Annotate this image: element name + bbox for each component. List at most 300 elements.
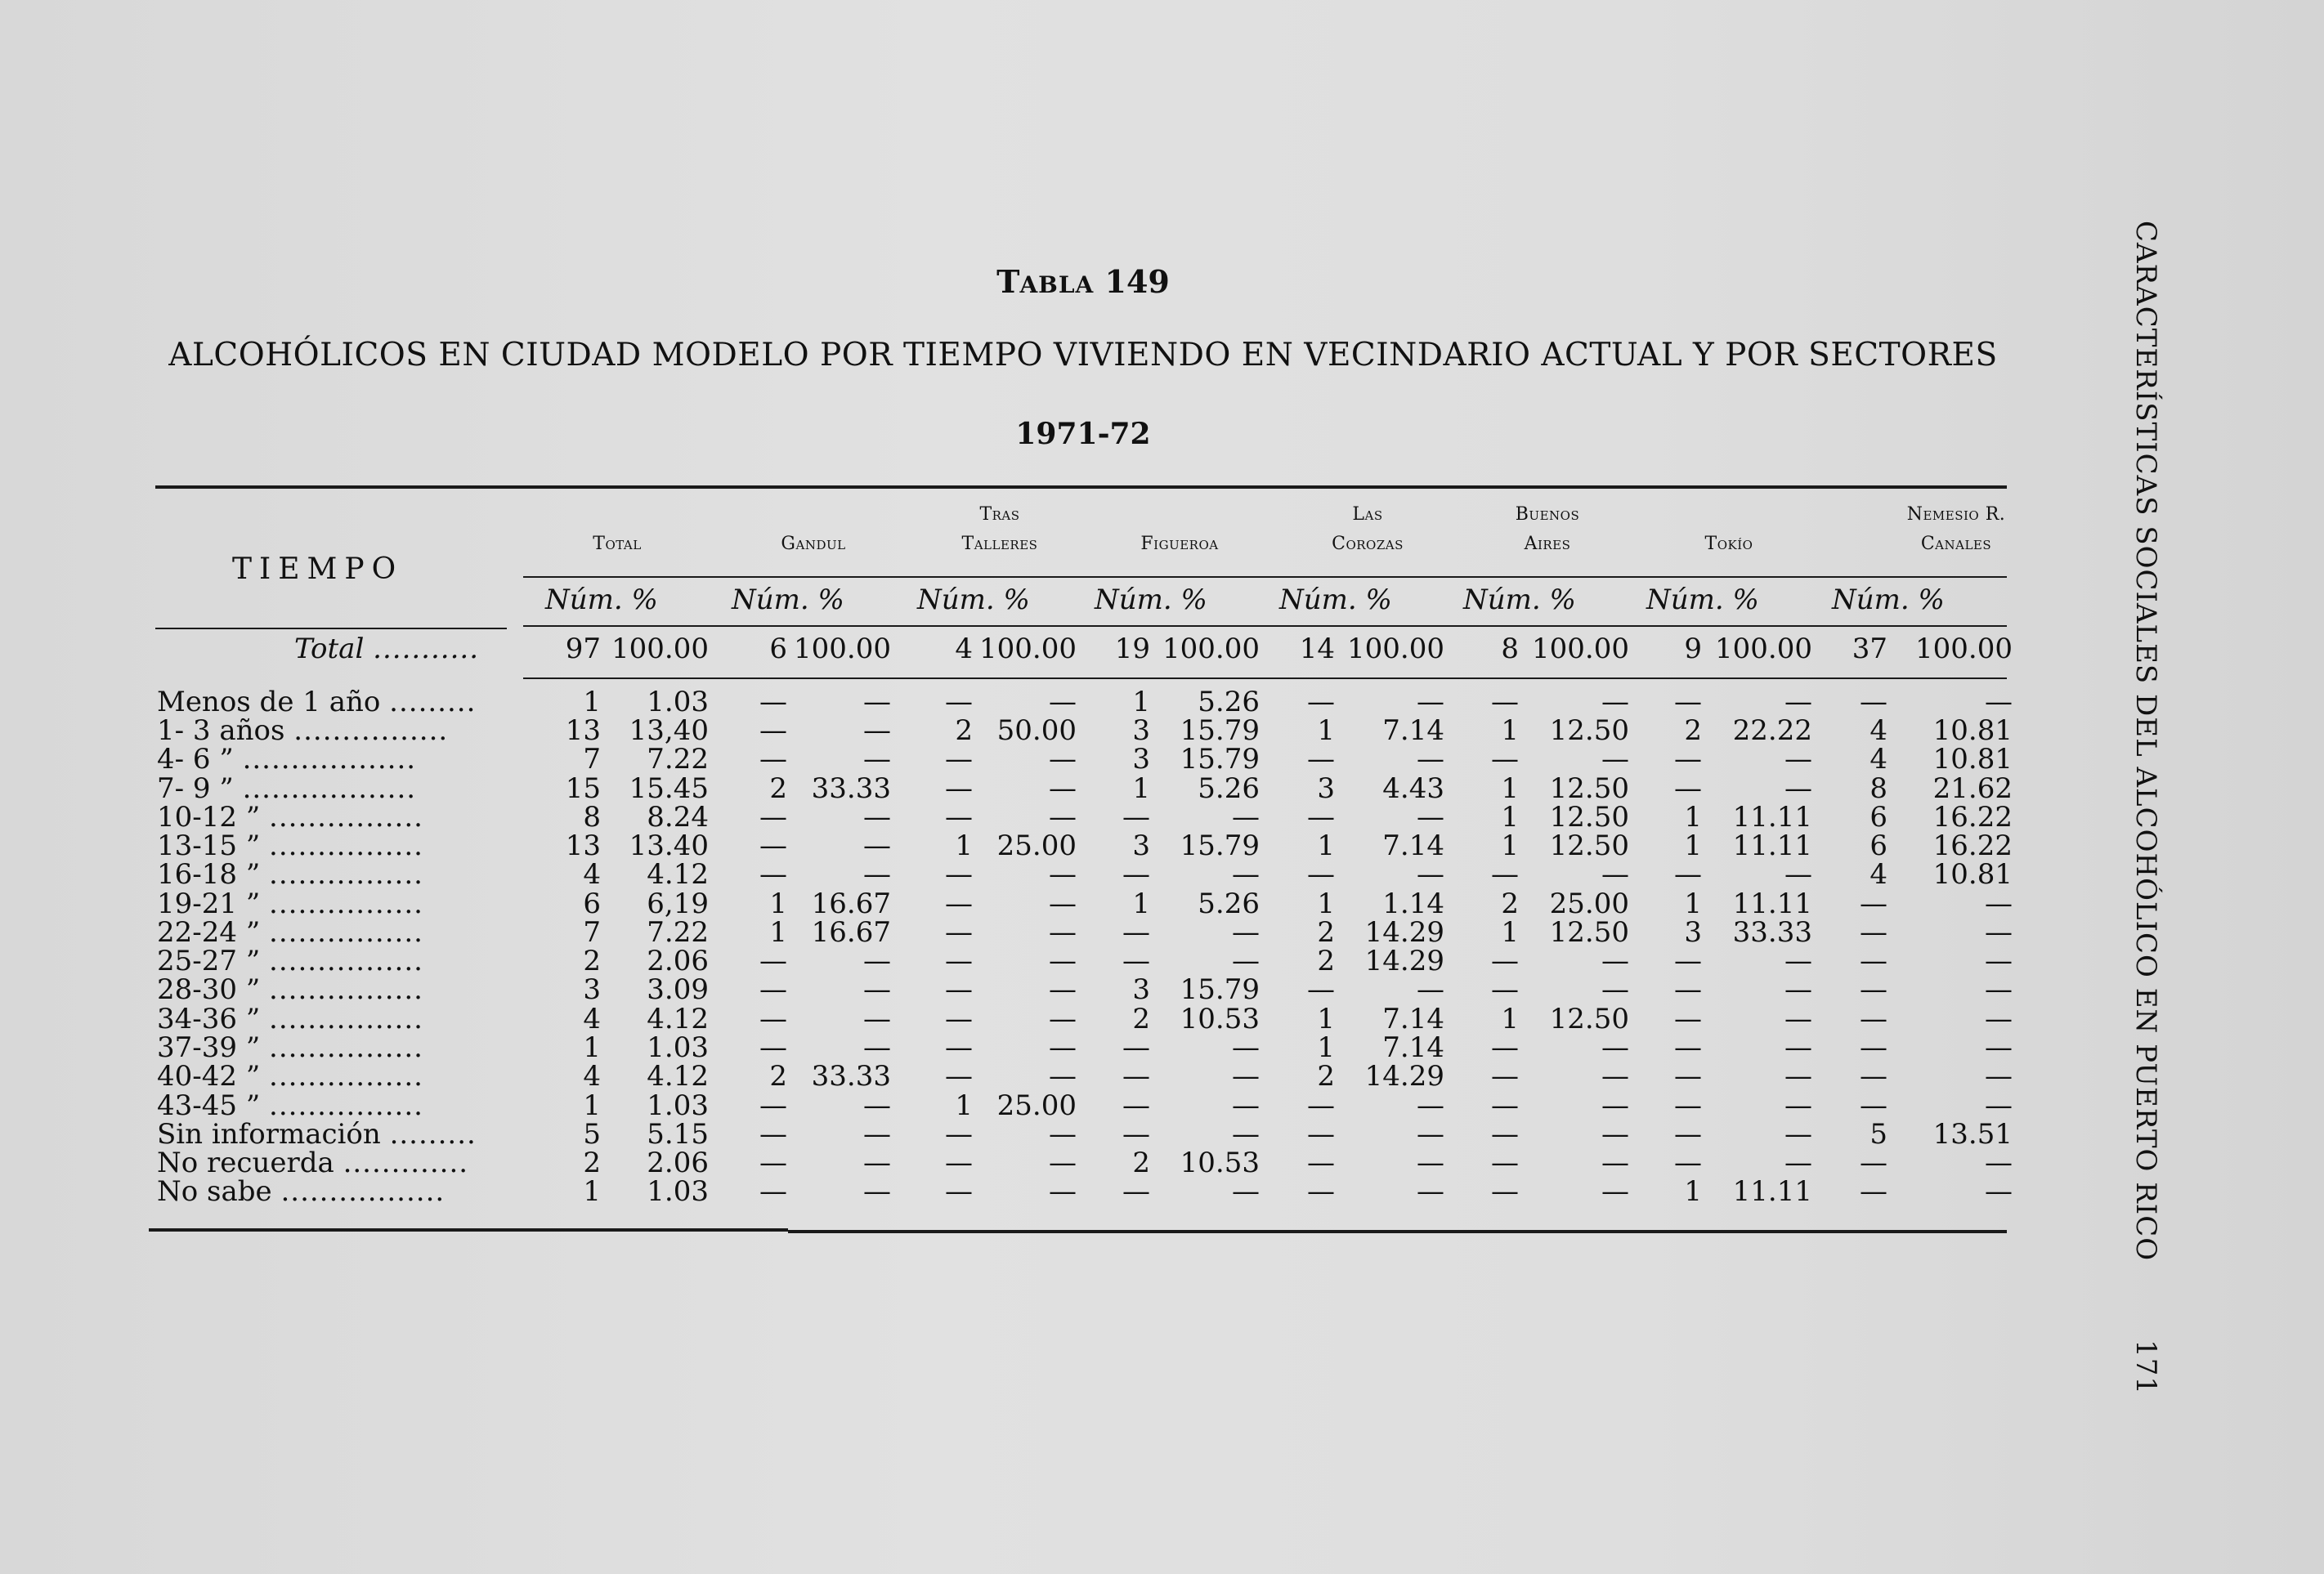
cell-percent: 4.12: [647, 1060, 709, 1093]
cell-num: —: [1860, 1003, 1887, 1035]
cell-num: —: [759, 1031, 787, 1064]
cell-num: 1: [1684, 829, 1702, 862]
cell-percent: —: [1049, 1060, 1077, 1093]
cell-num: 3: [1132, 973, 1150, 1006]
cell-num: 4: [583, 1060, 601, 1093]
cell-percent: —: [1985, 1147, 2013, 1179]
cell-num: —: [945, 858, 973, 891]
sector-header-line1: [1081, 500, 1278, 530]
cell-num: —: [1491, 945, 1519, 977]
cell-num: —: [1674, 1147, 1702, 1179]
cell-percent: 4.12: [647, 1003, 709, 1035]
cell-percent: 10.81: [1932, 743, 2013, 776]
cell-percent: 8.24: [647, 801, 709, 834]
subheader-num-pct: Núm. %: [1463, 584, 1576, 616]
cell-percent: —: [1232, 1031, 1260, 1064]
cell-num: 1: [583, 1089, 601, 1122]
cell-num: —: [945, 1175, 973, 1208]
subheader-num-pct: Núm. %: [1095, 584, 1207, 616]
subheader-num-pct: Núm. %: [1832, 584, 1945, 616]
leader-dots: ...........: [373, 633, 480, 665]
cell-num: 3: [1132, 743, 1150, 776]
cell-num: 8: [1869, 772, 1887, 805]
cell-num: —: [1307, 973, 1335, 1006]
cell-num: —: [1860, 1147, 1887, 1179]
cell-num: —: [1860, 916, 1887, 949]
cell-num: —: [1674, 945, 1702, 977]
cell-percent: —: [863, 1118, 891, 1151]
cell-num: —: [759, 743, 787, 776]
cell-percent: 4.12: [647, 858, 709, 891]
cell-num: —: [1491, 858, 1519, 891]
cell-num: 1: [583, 1175, 601, 1208]
row-label: [157, 975, 423, 1004]
cell-num: 6: [769, 633, 787, 665]
cell-percent: 14.29: [1364, 945, 1444, 977]
cell-num: —: [1491, 973, 1519, 1006]
cell-num: —: [759, 858, 787, 891]
sector-header-line1: [715, 500, 911, 530]
cell-percent: —: [1784, 945, 1812, 977]
leader-dots: ................: [293, 714, 449, 747]
leader-dots: .........: [389, 1118, 477, 1151]
cell-percent: —: [863, 973, 891, 1006]
cell-num: —: [1860, 686, 1887, 718]
cell-num: 97: [565, 633, 601, 665]
row-label-text: 25-27 ”: [157, 945, 261, 977]
cell-percent: 100.00: [1347, 633, 1444, 665]
row-label-text: 19-21 ”: [157, 888, 261, 920]
cell-num: 2: [583, 1147, 601, 1179]
cell-percent: —: [1985, 1060, 2013, 1093]
cell-percent: —: [1049, 1003, 1077, 1035]
leader-dots: ................: [269, 945, 423, 977]
cell-num: —: [759, 686, 787, 718]
cell-num: —: [1491, 1031, 1519, 1064]
cell-percent: 7.22: [647, 743, 709, 776]
cell-percent: 2.06: [647, 945, 709, 977]
cell-num: —: [1674, 1089, 1702, 1122]
leader-dots: .................: [280, 1175, 446, 1208]
cell-percent: —: [1784, 1060, 1812, 1093]
cell-num: —: [759, 714, 787, 747]
cell-num: —: [1491, 1147, 1519, 1179]
cell-num: 14: [1299, 633, 1335, 665]
cell-num: 15: [565, 772, 601, 805]
sector-header-line2: Aires: [1524, 534, 1571, 554]
cell-percent: 100.00: [611, 633, 709, 665]
cell-num: —: [1307, 801, 1335, 834]
cell-percent: 16.67: [811, 916, 891, 949]
leader-dots: ................: [269, 858, 423, 891]
leader-dots: .........: [389, 686, 477, 718]
cell-percent: —: [1417, 686, 1444, 718]
cell-percent: 15.45: [629, 772, 709, 805]
leader-dots: ................: [269, 888, 423, 920]
row-label: [157, 1148, 468, 1178]
cell-percent: 7.22: [647, 916, 709, 949]
sector-header: [519, 500, 715, 559]
cell-num: —: [1674, 973, 1702, 1006]
row-label-text: 10-12 ”: [157, 801, 261, 834]
row-label-text: No recuerda: [157, 1147, 334, 1179]
cell-percent: —: [1784, 973, 1812, 1006]
leader-dots: ................: [269, 801, 423, 834]
cell-percent: 25.00: [996, 1089, 1077, 1122]
header-mid-rule: [523, 576, 2007, 578]
cell-percent: —: [1985, 1175, 2013, 1208]
leader-dots: .............: [343, 1147, 469, 1179]
cell-percent: 25.00: [996, 829, 1077, 862]
cell-percent: 50.00: [996, 714, 1077, 747]
cell-percent: —: [1417, 1089, 1444, 1122]
cell-num: —: [1307, 1147, 1335, 1179]
cell-num: —: [1307, 1175, 1335, 1208]
cell-num: —: [759, 1003, 787, 1035]
cell-percent: 33.33: [811, 772, 891, 805]
cell-percent: 7.14: [1382, 1003, 1444, 1035]
bottom-rule-right: [788, 1230, 2007, 1233]
cell-percent: 1.03: [647, 1175, 709, 1208]
sector-header: [1449, 500, 1646, 559]
cell-percent: —: [1601, 1147, 1629, 1179]
cell-num: —: [1122, 1118, 1150, 1151]
cell-percent: —: [1232, 1089, 1260, 1122]
cell-percent: 4.43: [1382, 772, 1444, 805]
cell-num: 1: [1684, 1175, 1702, 1208]
row-label-text: 40-42 ”: [157, 1060, 261, 1093]
cell-percent: —: [1784, 772, 1812, 805]
cell-percent: —: [1232, 1118, 1260, 1151]
cell-num: —: [1674, 743, 1702, 776]
cell-percent: —: [863, 1003, 891, 1035]
cell-percent: 7.14: [1382, 1031, 1444, 1064]
cell-percent: 14.29: [1364, 916, 1444, 949]
cell-num: —: [1674, 772, 1702, 805]
cell-num: —: [1674, 1003, 1702, 1035]
cell-percent: —: [1049, 801, 1077, 834]
cell-percent: —: [863, 945, 891, 977]
cell-num: 1: [1501, 714, 1519, 747]
cell-percent: —: [1232, 1060, 1260, 1093]
cell-percent: —: [1049, 1147, 1077, 1179]
cell-percent: —: [1784, 1003, 1812, 1035]
cell-num: 4: [1869, 714, 1887, 747]
cell-percent: —: [1601, 1175, 1629, 1208]
row-label: [157, 1004, 423, 1034]
cell-num: 19: [1114, 633, 1150, 665]
cell-num: 2: [1317, 1060, 1335, 1093]
cell-percent: —: [1049, 686, 1077, 718]
row-label-text: No sabe: [157, 1175, 272, 1208]
cell-num: 1: [1317, 1031, 1335, 1064]
running-head: [2129, 221, 2162, 1395]
cell-num: —: [945, 1031, 973, 1064]
cell-num: 2: [955, 714, 973, 747]
cell-percent: 10.81: [1932, 714, 2013, 747]
cell-num: —: [1122, 801, 1150, 834]
cell-percent: 5.26: [1198, 888, 1260, 920]
cell-num: 1: [1501, 829, 1519, 862]
cell-num: —: [759, 829, 787, 862]
cell-percent: 7.14: [1382, 829, 1444, 862]
row-label-text: 22-24 ”: [157, 916, 261, 949]
subheader-num-pct: Núm. %: [732, 584, 844, 616]
row-label: [157, 1177, 445, 1206]
row-label-text: 1- 3 años: [157, 714, 285, 747]
cell-percent: —: [1049, 858, 1077, 891]
sector-header-line1: [519, 500, 715, 530]
cell-num: 3: [1132, 829, 1150, 862]
cell-percent: —: [863, 1175, 891, 1208]
cell-percent: —: [1049, 743, 1077, 776]
cell-num: 4: [583, 1003, 601, 1035]
cell-num: —: [1860, 1175, 1887, 1208]
leader-dots: ................: [269, 916, 423, 949]
cell-num: 1: [769, 888, 787, 920]
cell-percent: —: [1985, 888, 2013, 920]
cell-num: —: [945, 772, 973, 805]
cell-num: 1: [955, 1089, 973, 1122]
leader-dots: ................: [269, 1031, 423, 1064]
subheader-num-pct: Núm. %: [1646, 584, 1759, 616]
cell-percent: —: [1049, 1118, 1077, 1151]
cell-num: 2: [1684, 714, 1702, 747]
cell-percent: —: [1049, 973, 1077, 1006]
cell-num: —: [945, 888, 973, 920]
cell-num: 4: [1869, 743, 1887, 776]
cell-percent: 1.14: [1382, 888, 1444, 920]
cell-num: 1: [1501, 1003, 1519, 1035]
cell-percent: 13.40: [629, 829, 709, 862]
cell-num: 1: [1501, 801, 1519, 834]
cell-num: 3: [583, 973, 601, 1006]
cell-num: 7: [583, 916, 601, 949]
cell-percent: —: [1784, 858, 1812, 891]
cell-percent: —: [1985, 686, 2013, 718]
cell-percent: 11.11: [1732, 829, 1812, 862]
sector-header-line2: Total: [593, 534, 642, 554]
cell-percent: 15.79: [1180, 829, 1260, 862]
cell-percent: 12.50: [1549, 916, 1629, 949]
cell-percent: —: [1601, 1060, 1629, 1093]
cell-num: 1: [1132, 772, 1150, 805]
cell-percent: —: [863, 801, 891, 834]
stub-header-rule: [155, 628, 507, 629]
cell-percent: —: [1417, 1118, 1444, 1151]
cell-percent: —: [1985, 1089, 2013, 1122]
cell-num: —: [945, 916, 973, 949]
cell-num: 1: [1501, 772, 1519, 805]
sector-header: [1081, 500, 1278, 559]
row-label: [157, 1091, 423, 1120]
sector-header-line2: Tokío: [1704, 534, 1753, 554]
cell-num: —: [1122, 1175, 1150, 1208]
cell-percent: —: [863, 714, 891, 747]
row-label-text: 7- 9 ”: [157, 772, 234, 805]
cell-num: —: [1491, 1118, 1519, 1151]
cell-num: 8: [1501, 633, 1519, 665]
cell-num: —: [1860, 1031, 1887, 1064]
cell-percent: —: [1232, 801, 1260, 834]
cell-percent: 16.22: [1932, 801, 2013, 834]
cell-percent: —: [1049, 1031, 1077, 1064]
cell-percent: 10.53: [1180, 1003, 1260, 1035]
cell-num: —: [1860, 1060, 1887, 1093]
subheader-num-pct: Núm. %: [917, 584, 1030, 616]
leader-dots: ................: [269, 973, 423, 1006]
running-head-text: CARACTERÍSTICAS SOCIALES DEL ALCOHÓLICO EN PUERTO RICO: [2129, 221, 2162, 1262]
subheader-num-pct: Núm. %: [545, 584, 658, 616]
cell-num: 13: [565, 829, 601, 862]
cell-percent: —: [1784, 1118, 1812, 1151]
cell-percent: —: [1985, 1031, 2013, 1064]
cell-num: 3: [1317, 772, 1335, 805]
row-label: [157, 716, 448, 745]
cell-percent: —: [1601, 858, 1629, 891]
cell-num: 4: [1869, 858, 1887, 891]
cell-num: 2: [1132, 1003, 1150, 1035]
row-label: [157, 745, 416, 774]
subheader-num-pct: Núm. %: [1279, 584, 1392, 616]
cell-percent: 21.62: [1932, 772, 2013, 805]
row-label-text: 37-39 ”: [157, 1031, 261, 1064]
cell-percent: —: [1232, 858, 1260, 891]
cell-percent: —: [1417, 1147, 1444, 1179]
cell-num: —: [759, 945, 787, 977]
row-label: [157, 1033, 423, 1062]
row-label: [157, 860, 423, 889]
cell-num: 1: [583, 1031, 601, 1064]
cell-percent: 7.14: [1382, 714, 1444, 747]
cell-percent: —: [1784, 686, 1812, 718]
cell-num: —: [1674, 858, 1702, 891]
sector-header: [902, 500, 1098, 559]
cell-num: 6: [583, 888, 601, 920]
cell-num: —: [945, 743, 973, 776]
cell-num: 5: [583, 1118, 601, 1151]
cell-percent: —: [863, 858, 891, 891]
cell-num: 1: [1317, 829, 1335, 862]
cell-percent: —: [1232, 945, 1260, 977]
cell-num: —: [1491, 1060, 1519, 1093]
total-bottom-rule: [523, 677, 2007, 679]
cell-percent: —: [1232, 916, 1260, 949]
cell-num: —: [759, 1089, 787, 1122]
table-label: TABLA 149: [996, 263, 1170, 300]
cell-percent: 6,19: [647, 888, 709, 920]
cell-num: —: [1674, 1031, 1702, 1064]
cell-percent: 3.09: [647, 973, 709, 1006]
cell-percent: —: [1601, 973, 1629, 1006]
cell-num: 13: [565, 714, 601, 747]
cell-num: 2: [1132, 1147, 1150, 1179]
cell-num: —: [1307, 1089, 1335, 1122]
cell-percent: 13.51: [1932, 1118, 2013, 1151]
cell-num: —: [1122, 1060, 1150, 1093]
cell-num: —: [945, 1147, 973, 1179]
cell-percent: 5.26: [1198, 772, 1260, 805]
sector-header-line1: Las: [1352, 504, 1383, 525]
cell-percent: —: [1601, 1118, 1629, 1151]
leader-dots: ..................: [242, 743, 417, 776]
cell-percent: 100.00: [1915, 633, 2013, 665]
cell-percent: 12.50: [1549, 829, 1629, 862]
cell-percent: 12.50: [1549, 801, 1629, 834]
cell-num: —: [759, 801, 787, 834]
cell-percent: 100.00: [1532, 633, 1629, 665]
cell-num: 9: [1684, 633, 1702, 665]
cell-num: 2: [769, 1060, 787, 1093]
cell-percent: 15.79: [1180, 973, 1260, 1006]
row-label-text: 34-36 ”: [157, 1003, 261, 1035]
cell-percent: 1.03: [647, 1031, 709, 1064]
cell-num: 6: [1869, 801, 1887, 834]
cell-num: —: [1307, 686, 1335, 718]
cell-num: 2: [1317, 945, 1335, 977]
cell-num: 1: [1684, 801, 1702, 834]
row-label: [157, 1062, 423, 1091]
cell-num: —: [1122, 916, 1150, 949]
cell-percent: 11.11: [1732, 1175, 1812, 1208]
sector-header: [715, 500, 911, 559]
cell-num: 1: [1132, 686, 1150, 718]
cell-percent: 16.22: [1932, 829, 2013, 862]
cell-percent: —: [1049, 772, 1077, 805]
row-label-text: Sin información: [157, 1118, 381, 1151]
sector-header: [1269, 500, 1466, 559]
cell-num: 4: [583, 858, 601, 891]
leader-dots: ................: [269, 829, 423, 862]
row-label: [294, 634, 479, 664]
cell-num: —: [945, 1060, 973, 1093]
cell-num: —: [759, 1175, 787, 1208]
cell-percent: 100.00: [979, 633, 1077, 665]
cell-percent: —: [1049, 888, 1077, 920]
leader-dots: ..................: [242, 772, 417, 805]
cell-num: —: [1674, 1060, 1702, 1093]
row-label-text: Total: [294, 633, 365, 665]
cell-num: —: [945, 945, 973, 977]
bottom-rule-left: [149, 1228, 788, 1232]
cell-num: —: [1307, 1118, 1335, 1151]
cell-percent: —: [1985, 1003, 2013, 1035]
cell-num: —: [1860, 888, 1887, 920]
cell-percent: —: [1417, 1175, 1444, 1208]
sector-header-line1: Nemesio R.: [1906, 504, 2006, 525]
cell-num: 2: [1317, 916, 1335, 949]
stub-header: TIEMPO: [232, 552, 404, 586]
cell-percent: —: [1232, 1175, 1260, 1208]
cell-num: —: [1307, 743, 1335, 776]
row-label-text: 16-18 ”: [157, 858, 261, 891]
sector-header-line2: Gandul: [781, 534, 846, 554]
row-label-text: 4- 6 ”: [157, 743, 234, 776]
cell-percent: —: [863, 829, 891, 862]
cell-num: —: [945, 973, 973, 1006]
row-label: [157, 687, 476, 717]
cell-percent: —: [863, 1089, 891, 1122]
cell-percent: —: [1985, 973, 2013, 1006]
cell-num: —: [1674, 686, 1702, 718]
cell-percent: 12.50: [1549, 1003, 1629, 1035]
sector-header: [1631, 500, 1827, 559]
cell-percent: —: [1049, 945, 1077, 977]
cell-percent: —: [1049, 1175, 1077, 1208]
cell-num: —: [945, 1003, 973, 1035]
cell-num: 8: [583, 801, 601, 834]
leader-dots: ................: [269, 1003, 423, 1035]
